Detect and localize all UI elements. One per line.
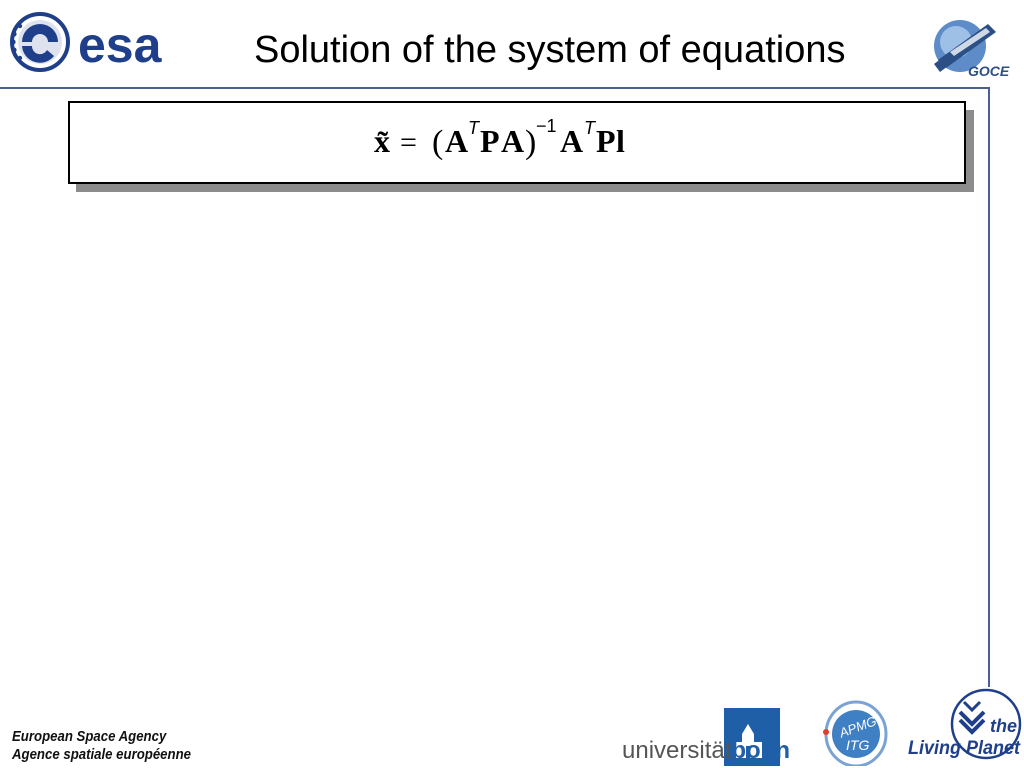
formula-lhs: x̃ (374, 123, 390, 159)
formula-l: l (616, 123, 625, 159)
formula-transpose-1: T (468, 118, 479, 138)
itg-text: ITG (846, 737, 870, 753)
agency-name-en: European Space Agency (12, 728, 167, 745)
bonn-logo-text (622, 736, 790, 766)
apmg-text: APMG (837, 713, 879, 741)
formula-p2: P (596, 123, 616, 159)
esa-logo-text: esa (78, 17, 162, 73)
goce-logo-text: GOCE (968, 63, 1010, 79)
living-planet-name: Living Planet (908, 738, 1021, 759)
slide-title: Solution of the system of equations (254, 29, 846, 71)
right-rule (988, 87, 990, 687)
apmg-itg-logo (820, 698, 890, 766)
esa-emblem-icon (10, 14, 68, 70)
formula-equals: = (400, 126, 417, 159)
formula-inverse: −1 (536, 116, 557, 136)
living-planet-the: the (990, 716, 1017, 736)
bonn-prefix: universität (622, 737, 732, 764)
formula-a1: A (445, 123, 469, 159)
formula-close-paren: ) (525, 124, 537, 161)
formula-open-paren: ( (432, 124, 444, 161)
living-planet-logo (904, 688, 1024, 768)
agency-name-fr: Agence spatiale européenne (12, 746, 191, 763)
formula-equation (370, 112, 670, 168)
formula-a3: A (560, 123, 584, 159)
formula-a2: A (501, 123, 525, 159)
goce-logo (928, 16, 1018, 82)
esa-logo (8, 10, 198, 74)
formula-transpose-2: T (584, 118, 595, 138)
header-rule (0, 87, 990, 89)
bonn-suffix: bonn (731, 737, 791, 764)
formula-p1: P (480, 123, 500, 159)
agency-name (12, 728, 191, 764)
